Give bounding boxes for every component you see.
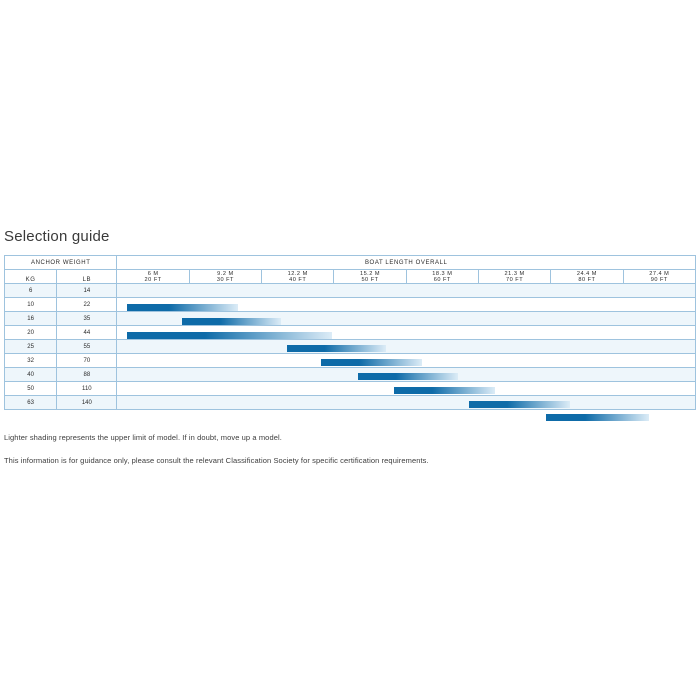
row-band-3 [117,326,696,340]
row-kg-6: 40 [5,368,57,382]
row-band-1 [117,298,696,312]
anchor-weight-header: ANCHOR WEIGHT [5,256,117,270]
table-row [5,382,696,396]
row-lb-1: 22 [57,298,117,312]
row-kg-0: 6 [5,284,57,298]
length-column-header-3 [334,270,406,284]
length-feet-5: 70 FT [506,277,524,283]
row-lb-4: 55 [57,340,117,354]
selection-guide-table [4,255,696,410]
row-lb-5: 70 [57,354,117,368]
length-metric-7: 27.4 M [649,271,670,277]
table-row [5,312,696,326]
length-column-header-0 [117,270,189,284]
boat-length-header: BOAT LENGTH OVERALL [117,256,696,270]
length-column-header-2 [262,270,334,284]
table-row [5,284,696,298]
length-column-header-1 [189,270,261,284]
row-kg-8: 63 [5,396,57,410]
length-feet-1: 30 FT [216,277,234,283]
note-guidance: This information is for guidance only, please consult the relevant Classification Society for specific certification requirements. [4,456,429,465]
length-feet-7: 90 FT [650,277,668,283]
row-lb-2: 35 [57,312,117,326]
length-feet-3: 50 FT [361,277,379,283]
length-metric-3: 15.2 M [359,271,381,277]
length-column-header-5 [478,270,550,284]
row-kg-4: 25 [5,340,57,354]
table-row [5,298,696,312]
length-column-header-6 [551,270,623,284]
row-kg-1: 10 [5,298,57,312]
length-metric-5: 21.3 M [504,271,525,277]
length-feet-0: 20 FT [144,277,162,283]
length-metric-0: 6 M [147,271,159,277]
table-header-row-units [5,270,696,284]
length-metric-2: 12.2 M [287,271,308,277]
row-lb-3: 44 [57,326,117,340]
unit-kg-header: KG [5,270,57,284]
table-row [5,368,696,382]
length-metric-6: 24.4 M [576,271,597,277]
unit-lb-header: LB [57,270,117,284]
row-kg-3: 20 [5,326,57,340]
row-band-7 [117,382,696,396]
table-row [5,326,696,340]
note-shading: Lighter shading represents the upper limit of model. If in doubt, move up a model. [4,433,282,442]
row-band-8 [117,396,696,410]
length-metric-1: 9.2 M [217,271,234,277]
row-band-4 [117,340,696,354]
length-column-header-4 [406,270,478,284]
row-lb-0: 14 [57,284,117,298]
row-band-6 [117,368,696,382]
row-band-5 [117,354,696,368]
length-feet-2: 40 FT [289,277,307,283]
row-kg-7: 50 [5,382,57,396]
table-row [5,396,696,410]
length-metric-4: 18.3 M [432,271,453,277]
row-kg-2: 16 [5,312,57,326]
table-row [5,354,696,368]
length-column-header-7 [623,270,695,284]
table-header-row-groups [5,256,696,270]
row-band-0 [117,284,696,298]
length-feet-4: 60 FT [433,277,451,283]
page-title: Selection guide [4,228,110,245]
row-lb-7: 110 [57,382,117,396]
range-bar [546,414,649,421]
row-lb-8: 140 [57,396,117,410]
row-band-2 [117,312,696,326]
length-feet-6: 80 FT [578,277,596,283]
row-lb-6: 88 [57,368,117,382]
row-kg-5: 32 [5,354,57,368]
table-row [5,340,696,354]
